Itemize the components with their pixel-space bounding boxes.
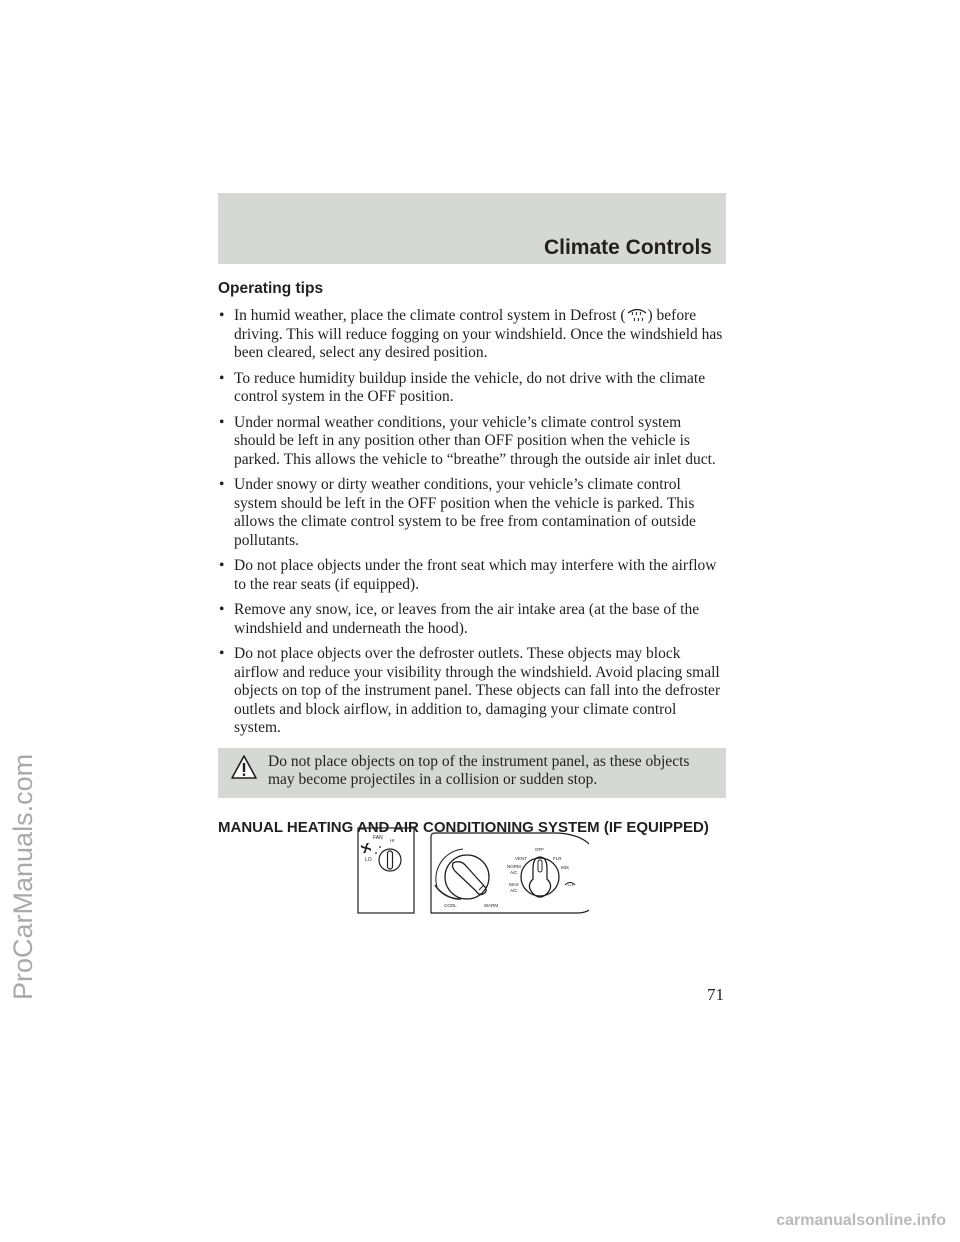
manual-hvac-heading: MANUAL HEATING AND AIR CONDITIONING SYSTEM (IF EQUIPPED) — [218, 818, 709, 836]
norm-ac-label: A/C — [510, 870, 518, 875]
list-item: • Do not place objects over the defroster outlets. These objects may block airflow and reduce your visibility through the windshield. Avoid placing small objects on top of the instrument panel. These objects can fall into the defroster outlets and block airflow, in addition to, damaging your climate control system. — [218, 645, 726, 738]
list-item — [218, 307, 726, 363]
vent-label: VENT — [515, 856, 528, 861]
list-item: • To reduce humidity buildup inside the vehicle, do not drive with the climate control system in the OFF position. — [218, 370, 726, 407]
warning-icon — [230, 754, 258, 780]
tips-list — [218, 307, 726, 738]
fan-knob[interactable] — [379, 849, 401, 871]
side-watermark: ProCarManuals.com — [8, 753, 38, 1000]
fan-icon — [361, 843, 371, 853]
max-ac-label: A/C — [510, 888, 518, 893]
bottom-watermark: carmanualsonline.info — [776, 1212, 946, 1229]
page-content — [218, 280, 726, 836]
section-title: Climate Controls — [543, 236, 712, 259]
fan-control-panel — [358, 828, 414, 913]
tip-text-after: ) before driving. This will reduce fogging on your windshield. Once the windshield has been cleared, select any desired position. — [234, 307, 723, 361]
hi-label: HI — [390, 838, 395, 843]
fan-label: FAN — [373, 835, 383, 841]
defrost-icon — [626, 307, 648, 322]
floor-label: FLR — [553, 856, 562, 861]
temperature-knob[interactable] — [445, 855, 489, 899]
defrost-icon — [565, 883, 575, 887]
list-item: • Under snowy or dirty weather conditions, your vehicle’s climate control system should be left in the OFF position when the vehicle is parked. This allows the climate control system to be free from contamination of outside pollutants. — [218, 476, 726, 550]
warning-box — [218, 748, 726, 798]
max-label: MAX — [509, 882, 519, 887]
temperature-mode-panel — [431, 833, 589, 913]
warning-text: Do not place objects on top of the instrument panel, as these objects may become projectiles in a collision or sudden stop. — [268, 752, 690, 788]
norm-label: NORM — [507, 864, 521, 869]
section-header-band — [218, 193, 726, 264]
operating-tips-heading: Operating tips — [218, 280, 324, 297]
warm-label: WARM — [484, 903, 499, 908]
climate-control-panel-figure — [357, 827, 589, 917]
cool-label: COOL — [444, 903, 457, 908]
list-item: • Under normal weather conditions, your vehicle’s climate control system should be left in any position other than OFF position when the vehicle is parked. This allows the vehicle to “breathe” through the outside air inlet duct. — [218, 414, 726, 470]
list-item: • Remove any snow, ice, or leaves from the air intake area (at the base of the windshield and underneath the hood). — [218, 601, 726, 638]
lo-label: LO — [365, 857, 372, 863]
mix-label: MIX — [561, 865, 570, 870]
page-number: 71 — [707, 985, 724, 1004]
list-item: • Do not place objects under the front seat which may interfere with the airflow to the rear seats (if equipped). — [218, 557, 726, 594]
tip-text-before: In humid weather, place the climate control system in Defrost ( — [234, 307, 626, 324]
mode-knob[interactable] — [521, 858, 559, 896]
off-label: OFF — [535, 847, 544, 852]
